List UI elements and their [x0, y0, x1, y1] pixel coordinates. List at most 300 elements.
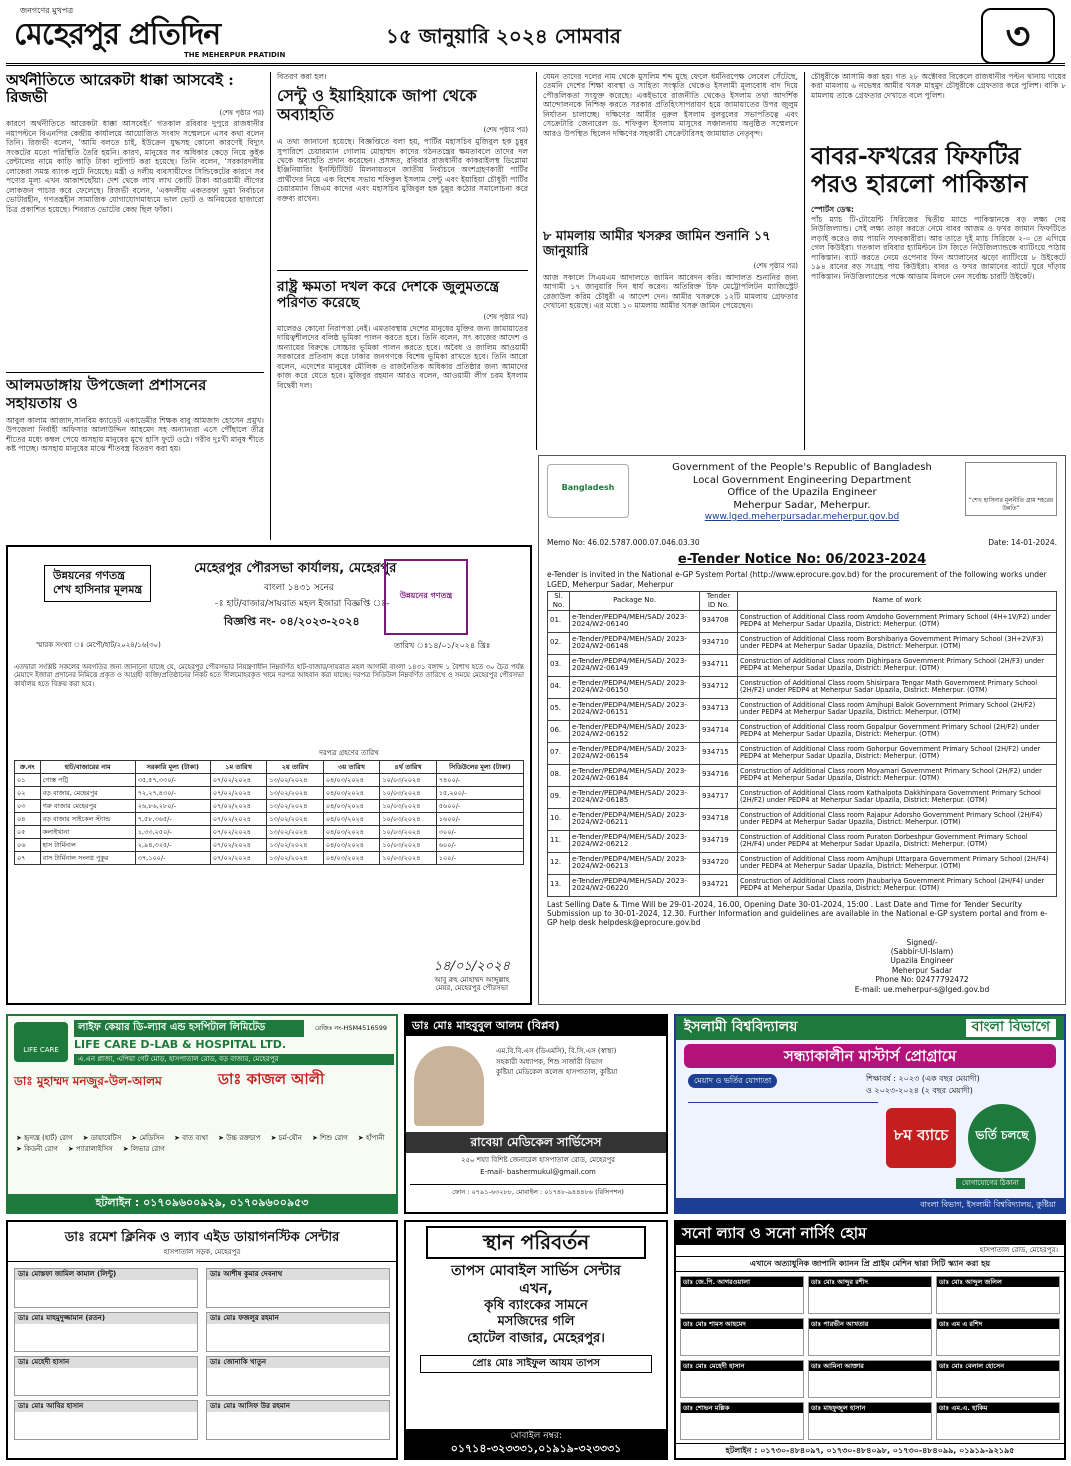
hospital-title-bn: লাইফ কেয়ার ডি-ল্যাব এন্ড হসপিটাল লিমিটেড — [74, 1020, 304, 1037]
table-cell: ১০/০৩/২০২৪ — [380, 838, 437, 851]
doctor-card — [206, 1400, 390, 1440]
table-cell: 934721 — [700, 874, 738, 896]
table-cell: Construction of Additional Class room Puraton Dorbeshpur Government Primary School (2H/F4) under PEDP4 at Meherpur Sadar Upazila, District: Meherpur. (OTM) — [738, 830, 1057, 852]
service-item: ➤ ডায়াবেটিস — [82, 1134, 122, 1142]
table-cell: ০৪/০৩/২০২৪ — [323, 786, 380, 799]
table-cell: 934720 — [700, 852, 738, 874]
newspaper-logo: মেহেরপুর প্রতিদিন — [14, 17, 221, 52]
table-cell: বাস টার্মিনাল সংলগ্ন পুকুর — [40, 851, 135, 864]
signer-email: E-mail: ue.meherpur-s@lged.gov.bd — [854, 984, 990, 994]
university-name: ইসলামী বিশ্ববিদ্যালয় — [684, 1019, 798, 1035]
bangladesh-50-logo — [547, 464, 629, 518]
table-cell: 01. — [548, 610, 570, 632]
doctor-name: ডাঃ মোস্তফা জামিল কামাল (লিন্টু) — [15, 1269, 197, 1280]
contact-label: যোগাযোগের ঠিকানা — [956, 1178, 1025, 1189]
tender-title: e-Tender Notice No: 06/2023-2024 — [677, 552, 927, 567]
doctor-card — [808, 1360, 932, 1398]
table-row — [548, 764, 1057, 786]
service-item: ➤ মেডিসিন — [131, 1134, 164, 1142]
duration-label: মেয়াদ ও ভর্তির যোগ্যতা — [688, 1074, 777, 1088]
office-name: Office of the Upazila Engineer — [727, 487, 877, 498]
article-body-jamaat: মালেরও কোনো নিরাপত্তা নেই। এমতাবস্থায় দেশের মানুষের মুক্তির জন্য জামায়াতের দায়িত্বশীলদের বলিষ্ঠ ভূমিকা পালন করতে হবে। তিনি বলেন, সৎ কাজের আদেশ ও অন্যায়ের বিরুদ্ধে সোচ্চার ভূমিকা পালন করতে হবে। অবৈধ ও জালিম আওয়ামী সরকারের প্রতিবাদ করে ঢাকার জনগণকে বিশেষ ভূমিকা রাখতে হবে। তিনি আরো বলেন, এদেশের মানুষের মৌলিক ও রাজনৈতিক অধিকার প্রতিষ্ঠার জন্য আমাদের কাজ করে যেতে হবে। মুজিবুর রহমান আরও বলেন, আওয়ামী লীগ চরম ইসলাম বিদ্বেষী দল। — [277, 323, 528, 390]
table-cell: 11. — [548, 830, 570, 852]
service-item: ➤ প্যারালাইসিস — [67, 1144, 113, 1153]
batch-badge: ৮ম ব্যাচে — [886, 1108, 956, 1168]
article-intro: বিতরণ করা হল। — [277, 72, 327, 81]
table-row — [548, 698, 1057, 720]
table-cell: ০৫ — [15, 825, 41, 838]
table-cell: ৭,৫৮,৩৬৫/- — [135, 812, 210, 825]
ad-ramesh-clinic — [6, 1220, 398, 1460]
table-cell: ০৭/০২/২০২৪ — [210, 812, 267, 825]
hospital-title-en: LIFE CARE D-LAB & HOSPITAL LTD. — [74, 1038, 287, 1051]
doctor-name: ডাঃ মোঃ আব্দুর রশীদ — [809, 1277, 931, 1287]
ad-lifecare-hospital — [6, 1014, 398, 1214]
hotline: হটলাইন : ০১৭০৯৬০০৯২৯, ০১৭০৯৬০০৯৫৩ — [8, 1194, 396, 1212]
doctor-name: ডাঃ পারভীন আখতার — [809, 1319, 931, 1329]
table-cell: ৩৭,১০০/- — [135, 851, 210, 864]
table-row — [15, 851, 524, 864]
table-cell: 04. — [548, 676, 570, 698]
table-cell: ০৪/০৩/২০২৪ — [323, 851, 380, 864]
table-cell: Construction of Additional Class room Gopalpur Government Primary School (2H/F2) under PEDP4 at Meherpur Sadar Upazila, District: Meherpur. (OTM) — [738, 720, 1057, 742]
table-cell: e-Tender/PEDP4/MEH/SAD/ 2023-2024/W2-06152 — [570, 720, 700, 742]
table-cell: Construction of Additional Class room Dighirpara Government Primary School (2H/F3) under PEDP4 at Meherpur Sadar Upazila, District: Meherpur. (OTM) — [738, 654, 1057, 676]
newspaper-logo-en: THE MEHERPUR PRATIDIN — [184, 51, 286, 59]
table-cell: ৫৬০০/- — [436, 799, 523, 812]
signer-title: Upazila Engineer — [890, 956, 954, 966]
article-body-tail: চৌধুরীকে আসামি করা হয়। গত ২৮ অক্টোবর বিকেলে রাজধানীর পল্টন থানায় দায়ের করা মামলায় ৬ নভেম্বর আমীর খসরু মাহমুদ চৌধুরীকে গ্রেফতার করে পুলিশ। বাকি ৮ মামলায় তাকে গ্রেফতার দেখাতে বলে পুলিশ। — [811, 72, 1066, 100]
table-cell: ০২ — [15, 786, 41, 799]
doctor-post: সহকারী অধ্যাপক, শিশু সার্জারী বিভাগ — [496, 1057, 603, 1066]
table-cell: Construction of Additional Class room Gohorpur Government Primary School (2H/F2) under PEDP4 at Meherpur Sadar Upazila, District: Meherpur. (OTM) — [738, 742, 1057, 764]
table-row — [15, 838, 524, 851]
table-cell: বড় বাজার, মেহেরপুর — [40, 786, 135, 799]
headline: সেন্টু ও ইয়াহিয়াকে জাপা থেকে অব্যাহতি — [277, 86, 477, 124]
address-line-1: কৃষি ব্যাংকের সামনে — [484, 1298, 588, 1313]
memo-number: স্মারক সংখ্যা ঃ মেপৌ/হাট/২০২৪/১৬(৩০) — [36, 641, 161, 649]
issue-date: ১৫ জানুয়ারি ২০২৪ সোমবার — [386, 24, 621, 48]
table-header-cell: Sl. No. — [548, 592, 570, 611]
table-cell: 934713 — [700, 698, 738, 720]
table-cell: ১৩/০২/২০২৪ — [267, 786, 324, 799]
service-item: ➤ লিভার রোগ — [122, 1144, 165, 1153]
doctor-name: ডাঃ এম.এ. হাকিম — [937, 1403, 1059, 1413]
table-cell: Construction of Additional Class room Amjhupi Uttarpara Government Primary School (2H/F4) under PEDP4 at Meherpur Sadar Upazila, District: Meherpur. (OTM) — [738, 852, 1057, 874]
table-cell: ০৭/০২/২০২৪ — [210, 786, 267, 799]
headline: বাবর-ফখরের ফিফটির পরও হারলো পাকিস্তান — [811, 141, 1028, 198]
hospital-address: এ.এন প্লাজা, এপিয়া গেট মোড়, হাসপাতাল রোড, বড় বাজার, মেহেরপুর — [74, 1054, 394, 1065]
service-item: ➤ উচ্চ রক্তচাপ — [217, 1134, 261, 1142]
doctor-name-1: ডাঃ মুহাম্মদ মনজুর-উল-আলম — [14, 1074, 162, 1088]
table-row — [548, 786, 1057, 808]
table-cell: ০৪ — [15, 812, 41, 825]
lab-address: হাসপাতাল রোড, মেহেরপুর। — [979, 1245, 1058, 1254]
table-cell: 934710 — [700, 632, 738, 654]
doctor-email: E-mail- bashermukul@gmail.com — [480, 1168, 596, 1176]
doctor-list — [676, 1272, 1064, 1444]
table-cell: 08. — [548, 764, 570, 786]
ad-tapas-mobile — [404, 1220, 668, 1460]
doctor-name: ডাঃ জোনাকি খাতুন — [207, 1357, 389, 1368]
table-cell: 934719 — [700, 830, 738, 852]
table-row — [548, 808, 1057, 830]
doctor-list — [8, 1262, 396, 1446]
table-cell: ১০/০৩/২০২৪ — [380, 825, 437, 838]
table-cell: Construction of Additional Class room Kathalpota Dakkhinpara Government Primary School (2H/F2) under PEDP4 at Meherpur Sadar Upazila, District: Meherpur. (OTM) — [738, 786, 1057, 808]
table-cell: Construction of Additional Class room Moyamari Government Primary School (2H/F2) under PEDP4 at Meherpur Sadar Upazila, District: Meherpur. (OTM) — [738, 764, 1057, 786]
table-cell: 12. — [548, 852, 570, 874]
clinic-address: হাসপাতাল সড়ক, মেহেরপুর — [8, 1248, 396, 1262]
notice-number: বিজ্ঞপ্তি নং- ০৪/২০২৩-২০২৪ — [224, 615, 360, 628]
table-header-cell: ক্র.নং — [15, 760, 41, 773]
now-label: এখন, — [519, 1280, 553, 1297]
table-cell: e-Tender/PEDP4/MEH/SAD/ 2023-2024/W2-06220 — [570, 874, 700, 896]
doctor-credentials — [496, 1046, 664, 1078]
table-cell: 05. — [548, 698, 570, 720]
office-name: মেহেরপুর পৌরসভা কার্যালয়, মেহেরপুর — [194, 561, 397, 576]
signer-place: Meherpur Sadar — [891, 965, 953, 975]
session-2: ও ২০২৩-২০২৪ (২ বছর মেয়াদী) — [866, 1086, 973, 1095]
doctor-card — [808, 1318, 932, 1356]
doctor-degree: এম.বি.বি.এস (ডিএমসি), বি.সি.এস (স্বাস্থ্য) — [496, 1047, 617, 1055]
service-item: ➤ হাঁপানী — [357, 1134, 385, 1142]
table-header-cell: ২য় তারিখ — [267, 760, 324, 773]
table-header-cell: ১ম তারিখ — [210, 760, 267, 773]
table-cell: ০৪/০৩/২০২৪ — [323, 838, 380, 851]
admission-badge: ভর্তি চলছে — [968, 1104, 1036, 1172]
logo-text: Bangladesh — [561, 483, 615, 492]
table-cell: ০৪/০৩/২০২৪ — [323, 799, 380, 812]
lab-title: সনো ল্যাব ও সনো নার্সিং হোম — [676, 1222, 1064, 1245]
owner-name: প্রোঃ মোঃ সাইফুল আযম তাপস — [420, 1355, 652, 1374]
doctor-name: ডাঃ জে.পি. আগরওয়ালা — [681, 1277, 803, 1287]
service-item: ➤ হৃদ্যন্ত্র (হার্ট) রোগ — [16, 1134, 73, 1142]
continued-label: (শেষ পৃষ্ঠার পর) — [483, 313, 528, 322]
table-cell: ৩০০/- — [436, 825, 523, 838]
doctor-card — [206, 1312, 390, 1352]
table-row — [548, 632, 1057, 654]
table-cell: ০৬ — [15, 838, 41, 851]
doctor-name: ডাঃ মোঃ আসিফ উর রহমান — [207, 1401, 389, 1412]
table-cell: e-Tender/PEDP4/MEH/SAD/ 2023-2024/W2-06213 — [570, 852, 700, 874]
signer-phone: Phone No: 02477792472 — [875, 975, 969, 985]
article-body: এ তথ্য জানানো হয়েছে। বিজ্ঞপ্তিতে বলা হয়, পার্টির মহাসচিব মুজিবুল হক চুন্নুর সুপারিশে চেয়ারম্যান গোলাম মোহাম্মদ কাদের গঠনতন্ত্রের ক্ষমতাবলে তাদের দল থেকে অব্যাহতি প্রদান করেছেন। প্রসঙ্গত, রবিবার রাজধানীর কাকরাইলস্থ ডিপ্লোমা ইঞ্জিনিয়ারিং ইনস্টিটিউট মিলনায়তনে জাতীয় নির্বাচনে অংশগ্রহণকারী পার্টির প্রার্থীদের নিয়ে এক বিশেষ সভায় শফিকুল ইসলাম সেন্টু এবং ইয়াহিয়া চৌধুরী পার্টির চেয়ারম্যান জিএম কাদের এবং মহাসচিব মুজিবুল হক চুন্নুর কঠোর সমালোচনা করে বক্তব্য রাখেন। — [277, 137, 528, 203]
doctor-card — [808, 1276, 932, 1314]
slogan-badge — [44, 565, 151, 602]
ad-doctor-mahbubul — [404, 1014, 668, 1214]
continued-label: (শেষ পৃষ্ঠার পর) — [753, 261, 798, 270]
table-cell: e-Tender/PEDP4/MEH/SAD/ 2023-2024/W2-06148 — [570, 632, 700, 654]
table-header-cell: সরকারি মূল্য (টাকা) — [135, 760, 210, 773]
table-cell: e-Tender/PEDP4/MEH/SAD/ 2023-2024/W2-06154 — [570, 742, 700, 764]
article-rizvi — [6, 72, 264, 540]
table-cell: 07. — [548, 742, 570, 764]
university-footer: বাংলা বিভাগ, ইসলামী বিশ্ববিদ্যালয়, কুষ্টিয়া — [676, 1198, 1064, 1212]
table-cell: 02. — [548, 632, 570, 654]
university-header — [676, 1016, 1064, 1040]
mobile-number: ০১৭১৪-৩২৩৩৩১,০১৯১৯-৩২৩৩৩১ — [450, 1442, 622, 1456]
tender-footer: Last Selling Date & Time Will be 29-01-2024, 16.00, Opening Date 30-01-2024, 15:00 . Last Date and Time for Tender Security Submission up to 30-01-2024, 12.30. Further Information and guidelines are available in the National e-GP system portal and from e-GP help desk helpdesk@eprocure.gov.bd — [547, 899, 1048, 928]
relocation-title: স্থান পরিবর্তন — [426, 1226, 646, 1259]
table-cell: 03. — [548, 654, 570, 676]
tender-intro: e-Tender is invited in the National e-GP System Portal (http://www.eprocure.gov.bd) for the procurement of the following works under LGED, Meherpur Sadar, Meherpur — [547, 570, 1047, 589]
service-item: ➤ চর্ম-যৌন — [270, 1134, 302, 1142]
slogan-text: “শেখ হাসিনার মূলনীতি গ্রাম শহরের উন্নতি” — [968, 497, 1054, 512]
table-row — [15, 799, 524, 812]
notice-subject: -ঃ হাট/বাজার/সায়রাত মহল ইজারা বিজ্ঞপ্তি ঃ- — [214, 599, 390, 609]
address-line-3: হোটেল বাজার, মেহেরপুর। — [467, 1330, 605, 1346]
table-cell: Construction of Additional Class room Amjhupi Balok Government Primary School (2H/F2) under PEDP4 at Meherpur Sadar Upazila, District: Meherpur. (OTM) — [738, 698, 1057, 720]
doctor-card — [14, 1400, 198, 1440]
table-cell: 934718 — [700, 808, 738, 830]
doctor-name: ডাঃ মোঃ শামস আহমেদ — [681, 1319, 803, 1329]
shop-name: তাপস মোবাইল সার্ভিস সেন্টার — [451, 1263, 621, 1279]
continued-label: (শেষ পৃষ্ঠার পর) — [483, 126, 528, 135]
doctor-name: ডাঃ এম এ রশিদ — [937, 1319, 1059, 1329]
sports-desk: স্পোর্টস ডেস্ক: — [811, 205, 854, 215]
doctor-card — [936, 1276, 1060, 1314]
table-header-cell: ৪র্থ তারিখ — [380, 760, 437, 773]
table-cell: ১৩/০২/২০২৪ — [267, 838, 324, 851]
lease-table — [14, 760, 524, 865]
emblem-text: উন্নয়নের গণতন্ত্র — [399, 591, 453, 600]
notice-body: এতদ্বারা সংশ্লিষ্ট সকলের অবগতির জন্য জানানো যাচ্ছে যে, মেহেরপুর পৌরসভার নিয়ন্ত্রণাধীন নিম্নবর্ণিত হাট-বাজার/সায়রাত মহল আগামী বাংলা ১৪৩১ বঙ্গাব্দ ১ বৈশাখ হতে ৩০ চৈত্র পর্যন্ত মেয়াদে ইজারা প্রদানের নিমিত্তে প্রকৃত ও আগ্রহী ব্যক্তি/প্রতিষ্ঠানের নিকট হতে সীলমোহরকৃত খামে দরপত্র আহবান করা যাচ্ছে। দরপত্র সিডিউল নিম্নবর্ণিত তারিখে ও সময়ে মেহেরপুর পৌরসভা কার্যালয় হতে বিক্রয় করা হবে। — [14, 663, 524, 688]
divider — [6, 372, 264, 373]
table-cell: 13. — [548, 874, 570, 896]
table-cell: 934716 — [700, 764, 738, 786]
signer-title: মেয়র, মেহেরপুর পৌরসভা — [435, 984, 509, 993]
doctor-name: ডাঃ মোঃ আব্দুল জলিল — [937, 1277, 1059, 1287]
table-cell: ১৩/০২/২০২৪ — [267, 773, 324, 786]
headline: ৮ মামলায় আমীর খসরুর জামিন শুনানি ১৭ জানুয়ারি — [543, 229, 771, 259]
table-cell: Construction of Additional Class room Rajapur Adorsho Government Primary School (2H/F4) under PEDP4 at Meherpur Sadar Upazila, District: Meherpur. (OTM) — [738, 808, 1057, 830]
doctor-card — [680, 1318, 804, 1356]
continued-label: (শেষ পৃষ্ঠার পর) — [219, 108, 264, 117]
table-cell: গরু বাজার মেহেরপুর — [40, 799, 135, 812]
logo-text: LIFE CARE — [23, 1046, 59, 1054]
table-cell: 934717 — [700, 786, 738, 808]
table-row — [548, 654, 1057, 676]
office-website[interactable]: www.lged.meherpursadar.meherpur.gov.bd — [704, 512, 900, 522]
ad-islamic-university — [674, 1014, 1066, 1214]
doctor-card — [808, 1402, 932, 1440]
signature-date: ১৪/০১/২০২৪ — [433, 959, 510, 975]
signature-block — [434, 959, 510, 993]
table-cell: Construction of Additional Class room Borshibariya Government Primary School (3H+2V/F3) under PEDP4 at Meherpur Sadar Upazila, District: Meherpur. (OTM) — [738, 632, 1057, 654]
table-row — [548, 610, 1057, 632]
table-cell: ১০/০৩/২০২৪ — [380, 799, 437, 812]
table-cell: ২,৯৪,৩২৫/- — [135, 838, 210, 851]
headline-jamaat: রাষ্ট্র ক্ষমতা দখল করে দেশকে জুলুমতন্ত্রে পরিণত করেছে — [277, 279, 500, 312]
mobile-block — [406, 1429, 666, 1458]
slogan-badge — [965, 462, 1057, 516]
table-cell: e-Tender/PEDP4/MEH/SAD/ 2023-2024/W2-06211 — [570, 808, 700, 830]
doctor-card — [14, 1268, 198, 1308]
table-cell: e-Tender/PEDP4/MEH/SAD/ 2023-2024/W2-06140 — [570, 610, 700, 632]
signature-block — [787, 938, 1057, 994]
department-name: বাংলা বিভাগে — [966, 1019, 1056, 1037]
table-cell: বড় বাজার সাইকেল স্ট্যান্ড — [40, 812, 135, 825]
table-cell: e-Tender/PEDP4/MEH/SAD/ 2023-2024/W2-06185 — [570, 786, 700, 808]
doctor-photo — [414, 1046, 484, 1126]
table-header-cell: Package No. — [570, 592, 700, 611]
table-header-cell: সিডিউলের মূল্য (টাকা) — [436, 760, 523, 773]
table-cell: ১৩/০২/২০২৪ — [267, 851, 324, 864]
memo-number: Memo No: 46.02.5787.000.07.046.03.30 — [547, 538, 700, 547]
divider — [277, 270, 528, 271]
table-cell: ০৪/০৩/২০২৪ — [323, 825, 380, 838]
service-item: ➤ বাত ব্যথা — [174, 1134, 208, 1142]
table-cell: Construction of Additional Class room Shisirpara Tengar Math Government Primary School (2H/F2) under PEDP4 at Meherpur Sadar Upazila, District: Meherpur. (OTM) — [738, 676, 1057, 698]
doctor-name: ডাঃ মোঃ মেহেদী হাসান — [681, 1361, 803, 1371]
table-header-cell: ৩য় তারিখ — [323, 760, 380, 773]
table-cell: e-Tender/PEDP4/MEH/SAD/ 2023-2024/W2-06184 — [570, 764, 700, 786]
table-cell: e-Tender/PEDP4/MEH/SAD/ 2023-2024/W2-06149 — [570, 654, 700, 676]
program-title: সন্ধ্যাকালীন মাস্টার্স প্রোগ্রামে — [684, 1044, 1056, 1069]
article-body: কারণে অর্থনীতিতে আরেকটা ধাক্কা আসবেই।’ গতকাল রবিবার দুপুরে রাজধানীর নয়াপল্টনে বিএনপির কেন্দ্রীয় কার্যালয়ে আয়োজিত সংবাদ সম্মেলনে এসব কথা বলেন তিনি। রিজভী বলেন, ‘আমি বলতে চাই, ইউক্রেন যুদ্ধসহ কোনো কারণেই বিদ্যুৎ সংকটের মতো পরিস্থিতি তৈরি হয়নি। কারণ, মানুষের সব অধিকার কেড়ে নিয়ে কুইক রেন্টালের নামে কাড়ি কাড়ি টাকা লুটপাট করা হয়েছে। তিনি বলেন, ‘সরকারদলীয় লোকেরা সমস্ত ব্যাংক লুটে নিয়েছে। মন্ত্রী ও দলীয় ব্যবসায়ীদের সিন্ডিকেটের কারণে সব পণ্যের মূল্য এখন আকাশছোঁয়া। দেশ থেকে লাখ লাখ কোটি টাকা আওয়ামী লীগের লোকজন পাচার করে ফেলেছে। রিজভী বলেন, ‘একদলীয় একতরফা ভুয়া নির্বাচনে ভোটারহীন, গণতন্ত্রহীন সামাজিক যোগাযোগমাধ্যমে ভাল ভোট ও অনিয়মের হাজারো চিত্র প্রকাশিত হয়েছে। শিবরাত ভোটের কেন্দ্র ছিল ফাঁকা। — [6, 119, 264, 214]
table-cell: ০৭/০২/২০২৪ — [210, 825, 267, 838]
notice-date: Date: 14-01-2024. — [988, 538, 1057, 547]
table-row — [548, 720, 1057, 742]
article-body-2: আজ সকালে সিএমএম আদালতে জামিন আবেদন করি। আদালত শুনানির জন্য আগামী ১৭ জানুয়ারি দিন ধার্য করেন। অতিরিক্ত চিফ মেট্রোপলিটন ম্যাজিস্ট্রেট রেজাউল করিম চৌধুরী এ আদেশ দেন। আমীর খসরুকে ১২টি মামলায় গ্রেফতার দেখানো হয়েছে। এর মধ্যে ১০ মামলায় আমীর খসরু জামিন পেয়েছেন। — [543, 272, 798, 311]
office-place: Meherpur Sadar, Meherpur. — [733, 499, 871, 511]
table-cell: গোস্ত পট্টি — [40, 773, 135, 786]
table-cell: ১৬০০/- — [436, 812, 523, 825]
program-details — [688, 1102, 878, 1182]
doctor-name: ডাঃ আশীষ কুমার দেবনাথ — [207, 1269, 389, 1280]
services-list — [16, 1134, 392, 1154]
table-cell: ০৪/০৩/২০২৪ — [323, 773, 380, 786]
table-cell: 934712 — [700, 676, 738, 698]
session-1: শিক্ষাবর্ষ : ২০২৩ (এক বছর মেয়াদী) — [866, 1074, 980, 1083]
doctor-name: ডাঃ মোঃ বেলাল হোসেন — [937, 1361, 1059, 1371]
doctor-card — [680, 1360, 804, 1398]
slogan-line-1: উন্নয়নের গণতন্ত্র — [53, 569, 125, 582]
table-row — [548, 852, 1057, 874]
doctor-name: ডাঃ শোভন মল্লিক — [681, 1403, 803, 1413]
table-cell: e-Tender/PEDP4/MEH/SAD/ 2023-2024/W2-06151 — [570, 698, 700, 720]
doctor-name: ডাঃ মোঃ মাহমুদুজ্জামান (রতন) — [15, 1313, 197, 1324]
table-cell: ০৭/০২/২০২৪ — [210, 838, 267, 851]
lged-tender-notice — [538, 455, 1066, 1005]
table-header-cell: Tender ID No. — [700, 592, 738, 611]
table-dates-header: দরপত্র গ্রহণের তারিখ — [319, 749, 379, 757]
table-header-cell: হাট/বাজারের নাম — [40, 760, 135, 773]
sheikh-hasina-emblem — [384, 559, 468, 635]
table-cell: ৭৪০০/- — [436, 773, 523, 786]
lifecare-logo — [14, 1022, 68, 1062]
table-cell: ০৭/০২/২০২৪ — [210, 799, 267, 812]
doctor-name: ডাঃ মোঃ মাহবুবুল আলম (বিপ্লব) — [406, 1016, 666, 1036]
doctor-card — [206, 1356, 390, 1396]
table-cell: কলাইখানা — [40, 825, 135, 838]
headline: অর্থনীতিতে আরেকটা ধাক্কা আসবেই : রিজভী — [6, 72, 234, 107]
table-cell: Construction of Additional Class room Amdoho Government Primary School (4H+1V/F2) under PEDP4 at Meherpur Sadar Upazila, District: Meherpur. (OTM) — [738, 610, 1057, 632]
signed-label: Signed/- — [906, 937, 938, 947]
article-body: যেমন তাদের দলের নাম থেকে মুসলিম শব্দ মুছে ফেলে ধর্মনিরপেক্ষ লেবেল সেঁটেছে, তেমনি দেশের শিক্ষা ব্যবস্থা ও সাহিত্য সংস্কৃতি থেকেও ইসলামী মূল্যবোধ বাদ দিয়ে পৌত্তলিকতা সংযুক্ত করেছে। একইভাবে রাজনীতি থেকেও ইসলাম তথা আদর্শিক আন্দোলনকে নিশ্চিহ্ন করতে সরকার প্রতিহিংসাপরায়ণ হয়ে জামায়াতের উপর জুলুম নির্যাতন চালাচ্ছে। দক্ষিণের আমীর নুরুল ইসলাম বুলবুলের সভাপতিত্বে এবং সেক্রেটারি জেনারেল ড. শফিকুল ইসলাম মাসুদের সঞ্চালনায় অনুষ্ঠিত সম্মেলনে আরও উপস্থিত ছিলেন দক্ষিণের সহকারী সেক্রেটারিসহ জামায়াত নেতৃবৃন্দ। — [543, 72, 798, 138]
table-cell: ৭২,২৭,৪৩০/- — [135, 786, 210, 799]
table-cell: ১০/০৩/২০২৪ — [380, 773, 437, 786]
registration-number: রেজিঃ নং-HSM4516599 — [314, 1024, 387, 1032]
article-japa — [270, 72, 528, 540]
table-cell: ১৫,২০০/- — [436, 786, 523, 799]
table-header-cell: Name of work — [738, 592, 1057, 611]
doctor-card — [14, 1356, 198, 1396]
doctor-name: ডাঃ মাহফুজুল হাসান — [809, 1403, 931, 1413]
table-row — [15, 786, 524, 799]
article-body: পাঁচ ম্যাচ টি-টোয়েন্টি সিরিজের দ্বিতীয় ম্যাচে পাকিস্তানকে বড় লক্ষ্য দেয় নিউজিল্যান্ড। সেই লক্ষ্য তাড়া করতে নেমে বাবর আজম ও ফখর জামান ফিফটিতে লড়াই করেও জয় পায়নি সফরকারীরা। আর তাতে দুই ম্যাচ সিরিজে ২-০ তে এগিয়ে গেল কিউইরা। গতকাল রবিবার হ্যামিল্টনে টস জিতে নিউজিল্যান্ডকে ব্যাটিংয়ে পাঠায় পাকিস্তান। ব্যাট করতে নেমে ওপেনার ফিন অ্যালানের ঝড়ো ব্যাটিংয়ে ৮ উইকেটে ১৯৪ রানের বড় সংগ্রহ পায় কিউইরা। বাবর ও ফখর জামানের ব্যাটে ঘুরে দাঁড়ায় পাকিস্তান। নিউজিল্যান্ডের পক্ষে আডাম মিলনে নেন সর্বোচ্চ চারটি উইকেট। — [811, 214, 1066, 281]
table-row — [15, 773, 524, 786]
doctor-card — [680, 1276, 804, 1314]
headline-alamdanga: আলমডাঙ্গায় উপজেলা প্রশাসনের সহায়তায় ও — [6, 376, 207, 412]
table-cell: ০৭/০২/২০২৪ — [210, 851, 267, 864]
signer-name: (Sabbir-Ul-Islam) — [890, 947, 954, 956]
table-cell: 09. — [548, 786, 570, 808]
doctor-name: ডাঃ আমিনা আক্তার — [809, 1361, 931, 1371]
table-cell: e-Tender/PEDP4/MEH/SAD/ 2023-2024/W2-06212 — [570, 830, 700, 852]
table-cell: ১৩/০২/২০২৪ — [267, 799, 324, 812]
signer-name: আবু রুহ মোহাম্মদ আব্দুল্লাহ — [434, 975, 510, 984]
table-cell: ২৬,৮৬,২৮০/- — [135, 799, 210, 812]
doctor-name-2: ডাঃ কাজল আলী — [218, 1070, 325, 1088]
lab-tagline: এখানে অত্যাধুনিক জাপানি ক্যানন প্রি প্রাইম মেশিন দ্বারা সিটি স্ক্যান করা হয় — [676, 1256, 1064, 1272]
table-cell: ০৪/০৩/২০২৪ — [323, 812, 380, 825]
doctor-card — [14, 1312, 198, 1352]
table-cell: ১৩/০২/২০২৪ — [267, 825, 324, 838]
table-cell: ৩৫,৫৭,৩৩০/- — [135, 773, 210, 786]
table-cell: ১০/০৩/২০২৪ — [380, 851, 437, 864]
doctor-card — [936, 1318, 1060, 1356]
table-cell: e-Tender/PEDP4/MEH/SAD/ 2023-2024/W2-06150 — [570, 676, 700, 698]
doctor-card — [206, 1268, 390, 1308]
gov-name: Government of the People's Republic of Bangladesh — [672, 462, 932, 473]
doctor-card — [936, 1360, 1060, 1398]
chamber-address: ২৫০ শয্যা বিশিষ্ট জেনারেল হাসপাতাল রোড, মেহেরপুর — [460, 1156, 616, 1164]
table-cell: ০১ — [15, 773, 41, 786]
address-line-2: মসজিদের গলি — [497, 1314, 575, 1330]
table-cell: 10. — [548, 808, 570, 830]
doctor-phone: ফোন : ০৭৯১-৬৩২৮৮, মোবাইল : ০১৭৪৮-৯৪৪৪৮৬ (রিসিপশন) — [410, 1184, 666, 1196]
doctor-card — [936, 1402, 1060, 1440]
doctor-name: ডাঃ মোঃ আবির হাসান — [15, 1401, 197, 1412]
table-cell: ০৭/০২/২০২৪ — [210, 773, 267, 786]
service-item: ➤ কিডনী রোগ — [16, 1144, 58, 1153]
table-cell: 934708 — [700, 610, 738, 632]
article-cricket — [804, 72, 1066, 450]
doctor-name: ডাঃ মেহেদী হাসান — [15, 1357, 197, 1368]
table-cell: ০৩ — [15, 799, 41, 812]
table-cell: ১০/০৩/২০২৪ — [380, 812, 437, 825]
table-cell: ৬০০/- — [436, 838, 523, 851]
table-row — [15, 812, 524, 825]
table-row — [548, 742, 1057, 764]
article-khasru — [536, 72, 798, 450]
dept-name: Local Government Engineering Department — [692, 474, 912, 486]
table-row — [548, 874, 1057, 896]
masthead-tagline: জনগণের মুখপত্র — [20, 6, 74, 15]
clinic-title: ডাঃ রমেশ ক্লিনিক ও ল্যাব এইড ডায়াগনস্টিক সেন্টার — [64, 1230, 340, 1245]
table-row — [15, 825, 524, 838]
table-cell: 934715 — [700, 742, 738, 764]
article-body-alamdanga: আবুল কালাম আজাদ,সানবিম ক্যাডেট একাডেমীর শিক্ষক বাবু আমজাদ হোসেন প্রমুখ। উপজেলা নির্বাহী অফিসার আলাউদ্দিন আহমেদ সহ অন্যান্যরা এসে পৌঁছালে তীব্র শীতের মধ্যে কম্বল পেয়ে অসহায় মানুষের মুখে হাসি ফুটে ওঠে। গরীব দুঃখী মানুষ শীতে কষ্ট পাচ্ছে। অসহায় মানুষের মাঝে শীতবস্ত্র বিতরণ করা হয়। — [6, 415, 264, 454]
doctor-card — [680, 1402, 804, 1440]
table-cell: ০৭ — [15, 851, 41, 864]
chamber-name: রাবেয়া মেডিকেল সার্ভিসেস — [406, 1132, 666, 1153]
tender-table — [547, 591, 1057, 897]
table-cell: 934714 — [700, 720, 738, 742]
table-row — [548, 676, 1057, 698]
